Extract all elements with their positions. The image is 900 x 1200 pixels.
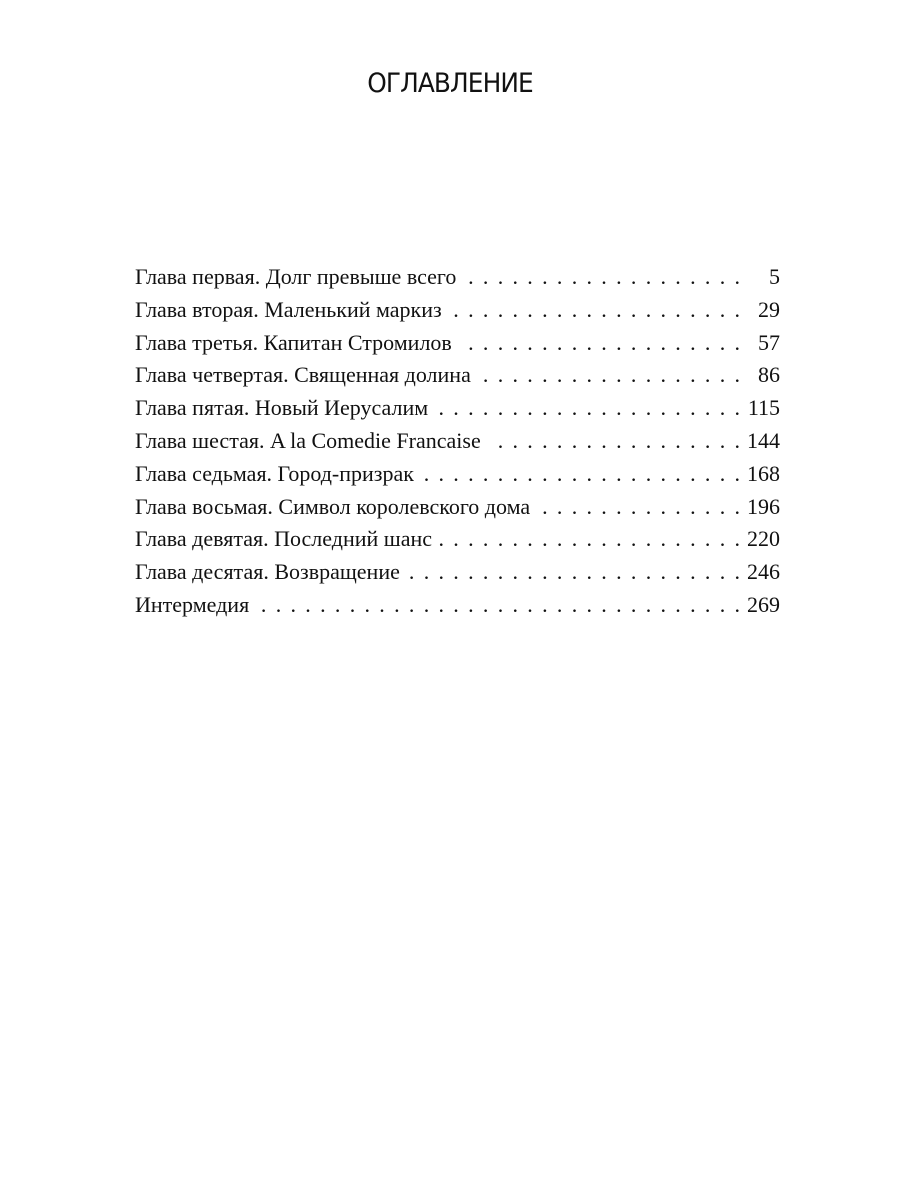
toc-entry-page: 5 [769, 264, 780, 289]
dot-leader [536, 491, 740, 524]
toc-entry [135, 392, 780, 425]
dot-leader [477, 359, 740, 392]
dot-leader [406, 556, 740, 589]
toc-entry [135, 294, 780, 327]
dot-leader [438, 523, 740, 556]
dot-leader [458, 327, 740, 360]
toc-entry [135, 458, 780, 491]
toc-entry-page: 57 [758, 329, 780, 355]
dot-leader [462, 261, 740, 294]
toc-entry-page: 220 [747, 526, 780, 552]
table-of-contents [135, 261, 780, 622]
dot-leader [448, 294, 740, 327]
toc-entry-page: 86 [758, 362, 780, 388]
dot-leader [487, 425, 740, 458]
toc-entry [135, 491, 780, 524]
toc-entry-title: Глава третья. Капитан Стромилов [135, 329, 452, 355]
toc-entry-page: 29 [758, 296, 780, 322]
toc-entry-page: 246 [747, 559, 780, 585]
dot-leader [420, 458, 740, 491]
toc-entry-title: Глава вторая. Маленький маркиз [135, 296, 442, 322]
toc-entry-title: Глава шестая. A la Comedie Francaise [135, 427, 481, 453]
toc-entry-title: Глава девятая. Последний шанс [135, 526, 433, 552]
toc-entry [135, 261, 780, 294]
toc-entry [135, 327, 780, 360]
toc-entry [135, 589, 780, 622]
toc-entry [135, 359, 780, 392]
toc-entry-title: Глава четвертая. Священная долина [135, 362, 471, 388]
dot-leader [434, 392, 740, 425]
page-title: ОГЛАВЛЕНИЕ [367, 68, 533, 99]
toc-entry-title: Глава пятая. Новый Иерусалим [135, 395, 429, 421]
toc-entry-title: Интермедия [135, 591, 250, 617]
toc-entry-page: 269 [747, 591, 780, 617]
toc-entry [135, 523, 780, 556]
toc-entry-title: Глава первая. Долг превыше всего [135, 264, 457, 289]
toc-entry-page: 196 [747, 493, 780, 519]
toc-entry-page: 144 [747, 427, 780, 453]
toc-entry-title: Глава седьмая. Город-призрак [135, 460, 414, 486]
toc-entry-page: 115 [747, 395, 780, 421]
toc-entry [135, 556, 780, 589]
dot-leader [255, 589, 740, 622]
toc-entry-title: Глава десятая. Возвращение [135, 559, 400, 585]
toc-entry [135, 425, 780, 458]
toc-entry-page: 168 [747, 460, 780, 486]
toc-entry-title: Глава восьмая. Символ королевского дома [135, 493, 531, 519]
